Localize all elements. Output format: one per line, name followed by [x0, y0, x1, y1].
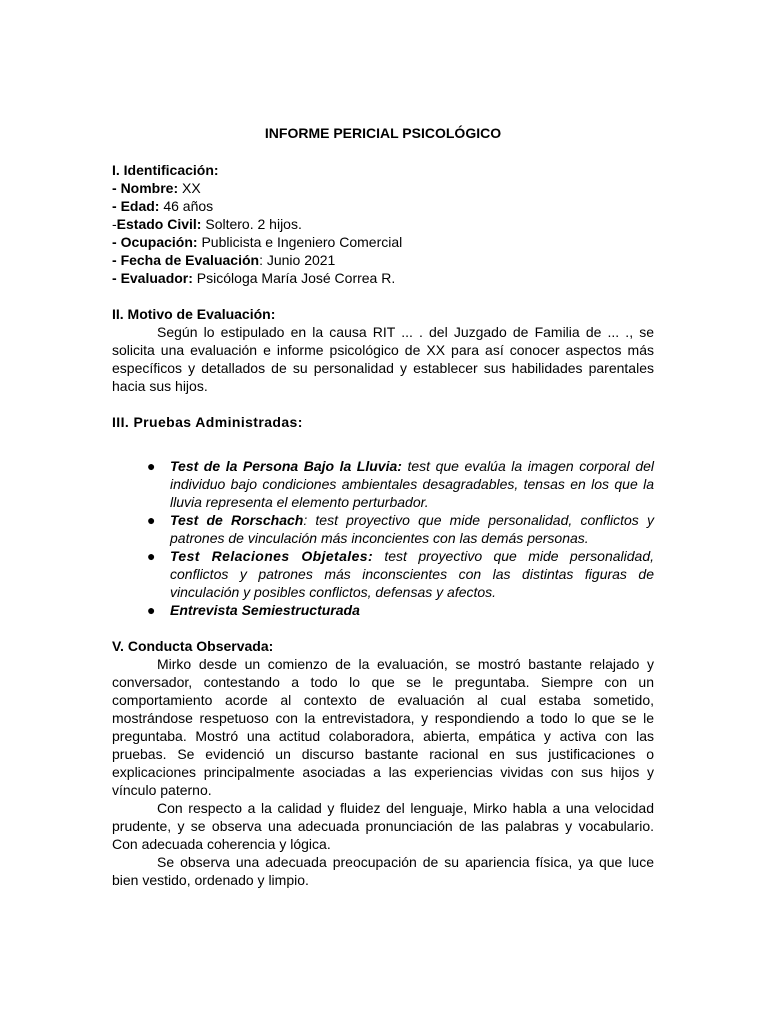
bullet-icon: ●	[147, 458, 156, 474]
field-age-label: Edad:	[120, 198, 160, 214]
field-evaluator	[112, 269, 654, 287]
spacer	[112, 395, 654, 413]
conduct-heading: V. Conducta Observada:	[112, 638, 274, 654]
field-age-value: 46 años	[159, 198, 214, 214]
field-evaluator-label: Evaluador:	[120, 270, 193, 286]
field-civil-status	[112, 215, 654, 233]
field-name-label: Nombre:	[120, 180, 179, 196]
conduct-paragraph: Con respecto a la calidad y fluidez del lenguaje, Mirko habla a una velocidad prudente, y se observa una adecuada pronunciación de las palabras y vocabulario. Con adecuada coherencia y lógica.	[112, 800, 654, 852]
field-age	[112, 197, 654, 215]
conduct-paragraph: Mirko desde un comienzo de la evaluación, se mostró bastante relajado y conversador, contestando a todo lo que se le preguntaba. Siempre con un comportamiento acorde al contexto de evaluación al cual estaba sometido, mostrándose respetuoso con la entrevistadora, y respondiendo a todo lo que se le preguntaba. Mostró una actitud colaboradora, abierta, empática y activa con las pruebas. Se evidenció un discurso bastante racional en sus justificaciones o explicaciones principalmente asociadas a las experiencias vividas con sus hijos y vínculo paterno.	[112, 656, 654, 798]
test-name: Test Relaciones Objetales:	[170, 548, 374, 564]
field-occupation-prefix: -	[112, 234, 121, 250]
conduct-paragraph: Se observa una adecuada preocupación de su apariencia física, ya que luce bien vestido, ordenado y limpio.	[112, 854, 654, 888]
test-description: : test proyectivo que mide personalidad, conflictos y patrones de vinculación más inconcientes con las demás personas.	[170, 512, 654, 546]
field-evaluation-date-prefix: -	[112, 252, 121, 268]
field-occupation-label: Ocupación:	[120, 234, 198, 250]
field-name-value: XX	[178, 180, 201, 196]
field-evaluator-value: Psicóloga María José Correa R.	[192, 270, 396, 286]
document-page	[112, 124, 654, 889]
reason-heading: II. Motivo de Evaluación:	[112, 306, 276, 322]
field-civil-status-prefix: -	[112, 216, 117, 232]
identification-heading: I. Identificación:	[112, 162, 219, 178]
tests-heading: III. Pruebas Administradas:	[112, 414, 303, 430]
field-name	[112, 179, 654, 197]
test-item	[147, 511, 654, 547]
test-name: Test de la Persona Bajo la Lluvia:	[170, 458, 402, 474]
field-civil-status-value: Soltero. 2 hijos.	[201, 216, 302, 232]
bullet-icon: ●	[147, 512, 156, 528]
field-age-prefix: -	[112, 198, 121, 214]
bullet-icon: ●	[147, 602, 156, 618]
tests-list	[112, 457, 654, 619]
reason-paragraph: Según lo estipulado en la causa RIT ... . del Juzgado de Familia de ... ., se solicita una evaluación e informe psicológico de XX para así conocer aspectos más específicos y detallados de su personalidad y establecer sus habilidades parentales hacia sus hijos.	[112, 324, 654, 394]
field-evaluation-date-value: : Junio 2021	[259, 252, 336, 268]
field-civil-status-label: Estado Civil:	[116, 216, 202, 232]
field-evaluation-date-label: Fecha de Evaluación	[120, 252, 260, 268]
test-name: Test de Rorschach	[170, 512, 304, 528]
document-title: INFORME PERICIAL PSICOLÓGICO	[264, 125, 502, 141]
spacer	[112, 287, 654, 305]
field-evaluator-prefix: -	[112, 270, 121, 286]
test-description: test que evalúa la imagen corporal del individuo bajo condiciones ambientales desagradables, tensas en los que la lluvia representa el elemento perturbador.	[170, 458, 655, 510]
test-name: Entrevista Semiestructurada	[170, 602, 360, 618]
field-evaluation-date	[112, 251, 654, 269]
bullet-icon: ●	[147, 548, 156, 564]
test-item	[147, 601, 654, 619]
field-occupation	[112, 233, 654, 251]
spacer	[112, 619, 654, 637]
test-item	[147, 457, 655, 511]
test-item	[147, 547, 654, 601]
spacer	[112, 431, 654, 457]
field-occupation-value: Publicista e Ingeniero Comercial	[197, 234, 403, 250]
field-name-prefix: -	[112, 180, 121, 196]
test-description: test proyectivo que mide personalidad, conflictos y patrones más inconscientes con las distintas figuras de vinculación y posibles conflictos, defensas y afectos.	[170, 548, 654, 600]
